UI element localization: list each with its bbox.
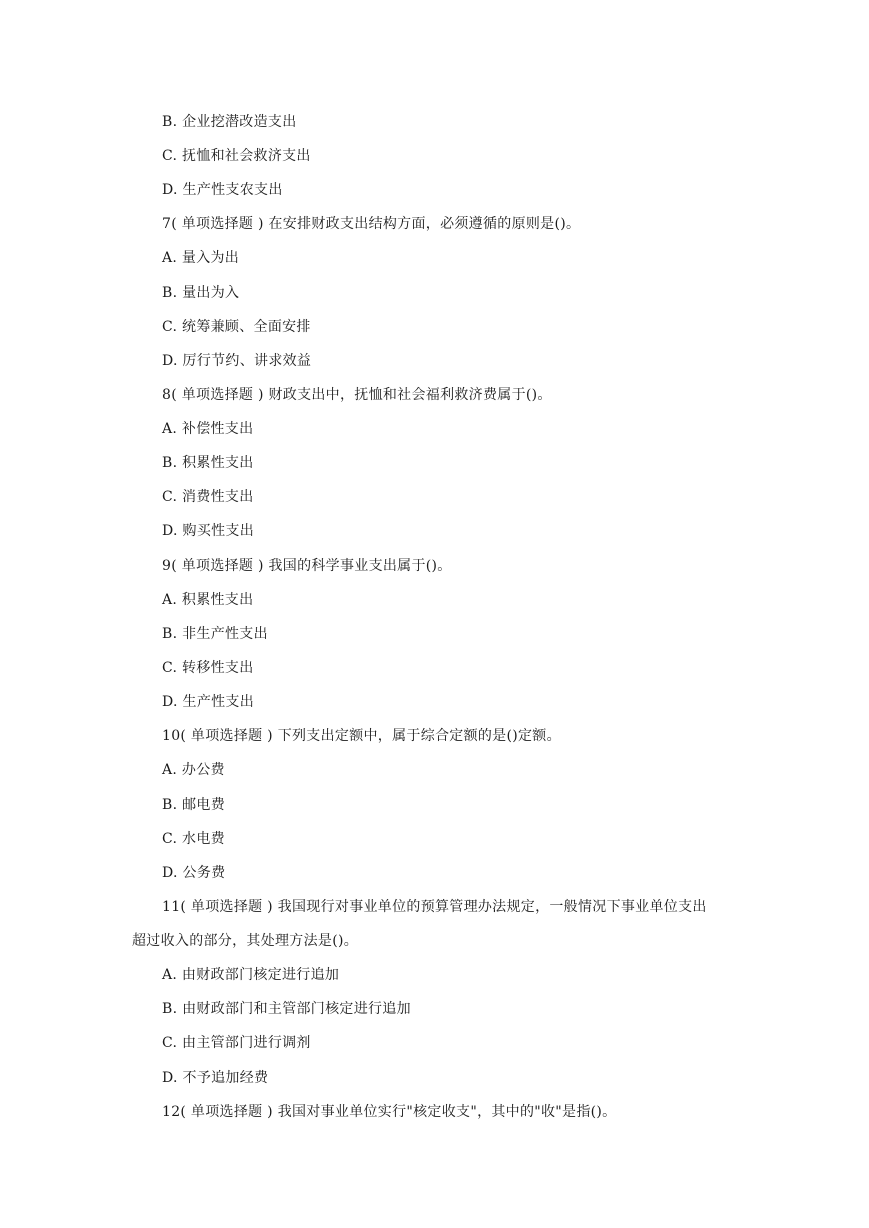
- option-6d: D. 生产性支农支出: [162, 182, 283, 198]
- option-7d: D. 厉行节约、讲求效益: [162, 353, 312, 369]
- option-11c: C. 由主管部门进行调剂: [162, 1035, 311, 1051]
- option-9d: D. 生产性支出: [162, 694, 255, 710]
- option-8c: C. 消费性支出: [162, 489, 254, 505]
- question-7: 7( 单项选择题 ) 在安排财政支出结构方面，必须遵循的原则是()。: [162, 216, 581, 232]
- option-9a: A. 积累性支出: [162, 592, 254, 608]
- question-11-continued: 超过收入的部分，其处理方法是()。: [132, 933, 359, 949]
- option-9c: C. 转移性支出: [162, 660, 254, 676]
- option-11d: D. 不予追加经费: [162, 1070, 269, 1086]
- option-7b: B. 量出为入: [162, 285, 240, 301]
- question-10: 10( 单项选择题 ) 下列支出定额中，属于综合定额的是()定额。: [162, 728, 561, 744]
- question-9: 9( 单项选择题 ) 我国的科学事业支出属于()。: [162, 558, 452, 574]
- option-10a: A. 办公费: [162, 762, 225, 778]
- option-10d: D. 公务费: [162, 865, 226, 881]
- question-12: 12( 单项选择题 ) 我国对事业单位实行"核定收支"，其中的"收"是指()。: [162, 1104, 617, 1120]
- option-9b: B. 非生产性支出: [162, 626, 268, 642]
- option-7a: A. 量入为出: [162, 250, 240, 266]
- option-11b: B. 由财政部门和主管部门核定进行追加: [162, 1001, 411, 1017]
- option-8a: A. 补偿性支出: [162, 421, 254, 437]
- option-8d: D. 购买性支出: [162, 523, 255, 539]
- option-10c: C. 水电费: [162, 831, 225, 847]
- option-6c: C. 抚恤和社会救济支出: [162, 148, 311, 164]
- question-8: 8( 单项选择题 ) 财政支出中，抚恤和社会福利救济费属于()。: [162, 387, 552, 403]
- option-10b: B. 邮电费: [162, 797, 225, 813]
- question-11: 11( 单项选择题 ) 我国现行对事业单位的预算管理办法规定，一般情况下事业单位支出: [162, 899, 707, 915]
- option-8b: B. 积累性支出: [162, 455, 254, 471]
- option-6b: B. 企业挖潜改造支出: [162, 114, 297, 130]
- option-11a: A. 由财政部门核定进行追加: [162, 967, 340, 983]
- option-7c: C. 统筹兼顾、全面安排: [162, 319, 311, 335]
